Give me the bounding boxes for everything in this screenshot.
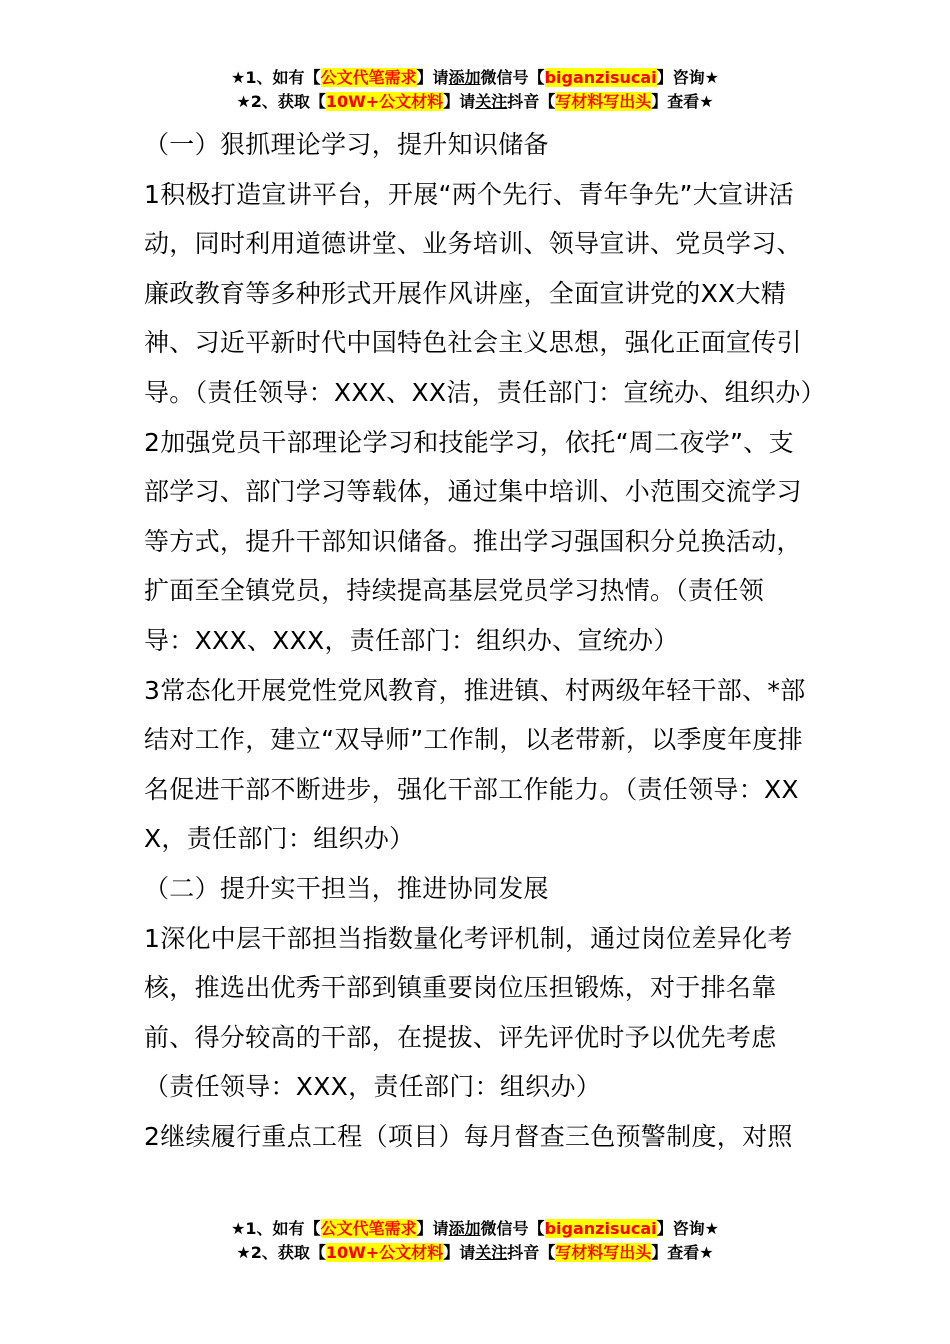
list-item: 2加强党员干部理论学习和技能学习，依托“周二夜学”、支部学习、部门学习等载体，通过集中培训、小范围交流学习等方式，提升干部知识储备。推出学习强国积分兑换活动，扩面至全镇党员，持续提高基层党员学习热情。（责任领导：XXX、XXX，责任部门：组织办、宣统办） bbox=[144, 427, 802, 655]
section-heading: （二）提升实干担当，推进协同发展 bbox=[144, 873, 549, 903]
promo-text: 2、获取【 bbox=[250, 1243, 326, 1262]
star-icon: ★ bbox=[236, 1243, 251, 1262]
footer-promo-banner bbox=[0, 1217, 950, 1265]
promo-text: 】查看★ bbox=[651, 92, 714, 111]
star-icon: ★ bbox=[231, 1219, 246, 1238]
promo-underlined: 添加 bbox=[448, 68, 481, 87]
promo-line-1 bbox=[0, 1217, 950, 1241]
promo-text: 】咨询★ bbox=[656, 1219, 719, 1238]
promo-text: 】查看★ bbox=[651, 1243, 714, 1262]
header-promo-banner bbox=[0, 66, 950, 114]
promo-text: 1、如有【 bbox=[245, 68, 321, 87]
list-item: 1深化中层干部担当指数量化考评机制，通过岗位差异化考核，推选出优秀干部到镇重要岗位压担锻炼，对于排名靠前、得分较高的干部，在提拔、评先评优时予以优先考虑（责任领导：XXX，责任部门：组织办） bbox=[144, 923, 793, 1102]
list-item: 2继续履行重点工程（项目）每月督查三色预警制度，对照 bbox=[144, 1121, 793, 1151]
promo-underlined: 关注 bbox=[475, 92, 508, 111]
promo-line-2 bbox=[0, 1241, 950, 1265]
promo-text: 微信号【 bbox=[480, 68, 545, 87]
promo-text: 】咨询★ bbox=[656, 68, 719, 87]
douyin-id-highlight: 写材料写出头 bbox=[555, 92, 652, 111]
promo-line-2 bbox=[0, 90, 950, 114]
section-heading: （一）狠抓理论学习，提升知识储备 bbox=[144, 130, 549, 159]
promo-text: 】请 bbox=[443, 92, 476, 111]
promo-text: 】请 bbox=[416, 68, 449, 87]
list-item: 1积极打造宣讲平台，开展“两个先行、青年争先”大宣讲活动，同时利用道德讲堂、业务培训、领导宣讲、党员学习、廉政教育等多种形式开展作风讲座，全面宣讲党的XX大精神、习近平新时代中国特色社会主义思想，强化正面宣传引导。（责任领导：XXX、XX洁，责任部门：宣统办、组织办） bbox=[144, 179, 826, 407]
promo-highlight: 公文代笔需求 bbox=[320, 1219, 417, 1238]
wechat-id-highlight: biganzisucai bbox=[544, 68, 657, 87]
promo-line-1 bbox=[0, 66, 950, 90]
document-body bbox=[144, 120, 826, 1161]
promo-highlight: 10W+公文材料 bbox=[325, 92, 444, 111]
star-icon: ★ bbox=[231, 68, 246, 87]
douyin-id-highlight: 写材料写出头 bbox=[555, 1243, 652, 1262]
promo-text: 抖音【 bbox=[507, 92, 556, 111]
promo-underlined: 添加 bbox=[448, 1219, 481, 1238]
promo-text: 2、获取【 bbox=[250, 92, 326, 111]
promo-highlight: 10W+公文材料 bbox=[325, 1243, 444, 1262]
star-icon: ★ bbox=[236, 92, 251, 111]
promo-text: 】请 bbox=[416, 1219, 449, 1238]
promo-text: 】请 bbox=[443, 1243, 476, 1262]
promo-text: 微信号【 bbox=[480, 1219, 545, 1238]
promo-underlined: 关注 bbox=[475, 1243, 508, 1262]
promo-text: 抖音【 bbox=[507, 1243, 556, 1262]
promo-text: 1、如有【 bbox=[245, 1219, 321, 1238]
wechat-id-highlight: biganzisucai bbox=[544, 1219, 657, 1238]
promo-highlight: 公文代笔需求 bbox=[320, 68, 417, 87]
list-item: 3常态化开展党性党风教育，推进镇、村两级年轻干部、*部结对工作，建立“双导师”工作制，以老带新，以季度年度排名促进干部不断进步，强化干部工作能力。（责任领导：XXX，责任部门：组织办） bbox=[144, 675, 806, 854]
